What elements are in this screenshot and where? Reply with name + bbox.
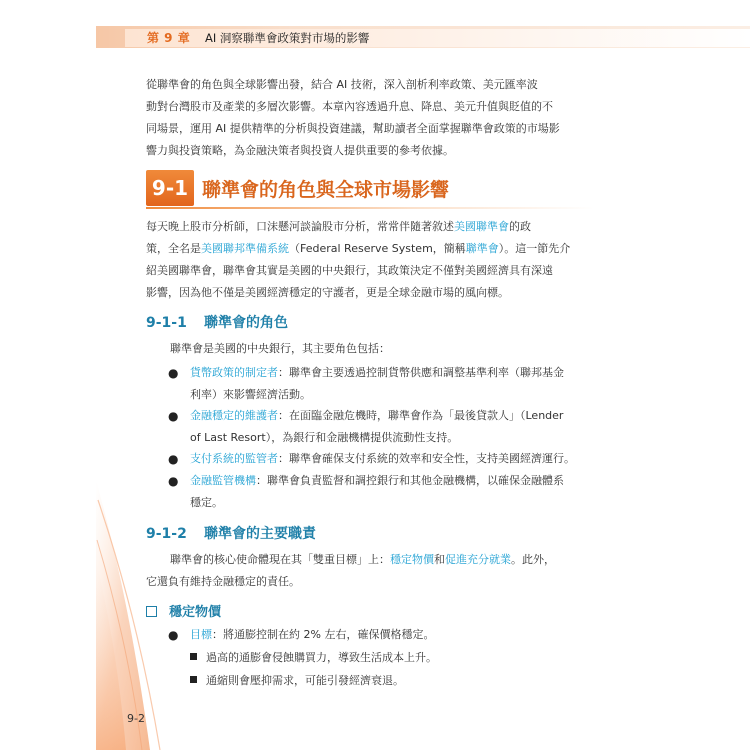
subsection-paragraph: [146, 549, 594, 593]
intro-line: 動對台灣股市及產業的多層次影響。本章內容透過升息、降息、美元升值與貶值的不: [146, 100, 553, 113]
bullet-dot-icon: ●: [168, 409, 179, 423]
bullet-dot-icon: ●: [168, 452, 179, 466]
highlight-term: 美國聯準會: [454, 220, 509, 233]
para-line: 影響，因為他不僅是美國經濟穩定的守護者，更是全球金融市場的風向標。: [146, 286, 509, 299]
bullet-text: ：在面臨金融危機時，聯準會作為「最後貸款人」（Lender: [278, 409, 564, 422]
para-line: [146, 238, 594, 260]
subsection-number: 9-1-2: [146, 526, 187, 542]
bullet-term: 支付系統的監管者: [190, 452, 278, 465]
highlight-term: 穩定物價: [390, 553, 434, 566]
list-item-content: [190, 470, 594, 514]
topic-heading-text: 穩定物價: [169, 605, 222, 620]
sub-list-item: [190, 647, 437, 669]
sub-list-text: 通縮則會壓抑需求，可能引發經濟衰退。: [206, 674, 404, 687]
bullet-text: ：聯準會確保支付系統的效率和安全性，支持美國經濟運行。: [278, 452, 575, 465]
subsection-heading-9-1-1: [146, 312, 288, 332]
text: （Federal Reserve System，簡稱: [289, 242, 466, 255]
list-item-content: [190, 405, 594, 449]
sub-list-text: 過高的通膨會侵蝕購買力，導致生活成本上升。: [206, 651, 437, 664]
intro-line: 從聯準會的角色與全球影響出發，結合 AI 技術，深入剖析利率政策、美元匯率波: [146, 78, 538, 91]
bullet-term: 貨幣政策的制定者: [190, 366, 278, 379]
text: 的政: [509, 220, 531, 233]
bullet-text: ：聯準會負責監督和調控銀行和其他金融機構，以確保金融體系: [256, 474, 564, 487]
list-item: [168, 470, 596, 514]
list-item-content: [190, 448, 594, 470]
subsection-title: 聯準會的角色: [204, 315, 288, 331]
para-line: [146, 549, 594, 571]
chapter-label: 第 9 章: [147, 31, 191, 45]
topic-heading: [146, 601, 221, 620]
bullet-term: 金融監管機構: [190, 474, 256, 487]
bullet-text: ：聯準會主要透過控制貨幣供應和調整基準利率（聯邦基金: [278, 366, 564, 379]
intro-line: 同場景，運用 AI 提供精準的分析與投資建議，幫助讀者全面掌握聯準會政策的市場影: [146, 122, 560, 135]
bullet-dot-icon: ●: [168, 628, 179, 642]
subsection-intro: 聯準會是美國的中央銀行，其主要角色包括：: [170, 342, 390, 355]
intro-line: 響力與投資策略，為金融決策者與投資人提供重要的參考依據。: [146, 144, 454, 157]
text: ）。這一節先介: [498, 242, 571, 255]
sub-list-item: [190, 670, 404, 692]
subsection-number: 9-1-1: [146, 315, 187, 331]
list-item-content: [190, 624, 594, 646]
page-number: 9-2: [127, 712, 145, 725]
text: 和: [434, 553, 445, 566]
bullet-dot-icon: ●: [168, 366, 179, 380]
list-item-content: [190, 362, 594, 406]
intro-paragraph: [146, 74, 594, 162]
list-item: [168, 405, 596, 449]
checkbox-square-icon: [146, 606, 157, 617]
bullet-text-cont: of Last Resort），為銀行和金融機構提供流動性支持。: [190, 431, 459, 444]
text: 。此外，: [511, 553, 555, 566]
highlight-term: 促進充分就業: [445, 553, 511, 566]
bullet-term: 金融穩定的維護者: [190, 409, 278, 422]
bullet-text: ：將通膨控制在約 2% 左右，確保價格穩定。: [212, 628, 435, 641]
para-line: [146, 216, 594, 238]
section-title: 聯準會的角色與全球市場影響: [202, 179, 450, 201]
bullet-text-cont: 穩定。: [190, 496, 223, 509]
highlight-term: 美國聯邦準備系統: [201, 242, 289, 255]
square-bullet-icon: [190, 653, 197, 660]
para-line: 它還負有維持金融穩定的責任。: [146, 575, 300, 588]
text: 聯準會的核心使命體現在其「雙重目標」上：: [170, 553, 390, 566]
highlight-term: 聯準會: [465, 242, 499, 255]
chapter-title: AI 洞察聯準會政策對市場的影響: [205, 31, 370, 45]
text: 策，全名是: [146, 242, 201, 255]
text: 每天晚上股市分析師，口沫懸河談論股市分析，常常伴隨著敘述: [146, 220, 454, 233]
square-bullet-icon: [190, 676, 197, 683]
section-underline: [146, 207, 594, 209]
subsection-heading-9-1-2: [146, 523, 316, 543]
para-line: 紹美國聯準會，聯準會其實是美國的中央銀行，其政策決定不僅對美國經濟具有深遠: [146, 264, 553, 277]
bullet-text-cont: 利率）來影響經濟活動。: [190, 388, 311, 401]
subsection-title: 聯準會的主要職責: [204, 526, 316, 542]
section-number: 9-1: [146, 170, 194, 206]
list-item: [168, 362, 596, 406]
bullet-dot-icon: ●: [168, 474, 179, 488]
list-item: [168, 448, 596, 470]
list-item: [168, 624, 596, 646]
section-paragraph: [146, 216, 594, 304]
bullet-term: 目標: [190, 628, 212, 641]
